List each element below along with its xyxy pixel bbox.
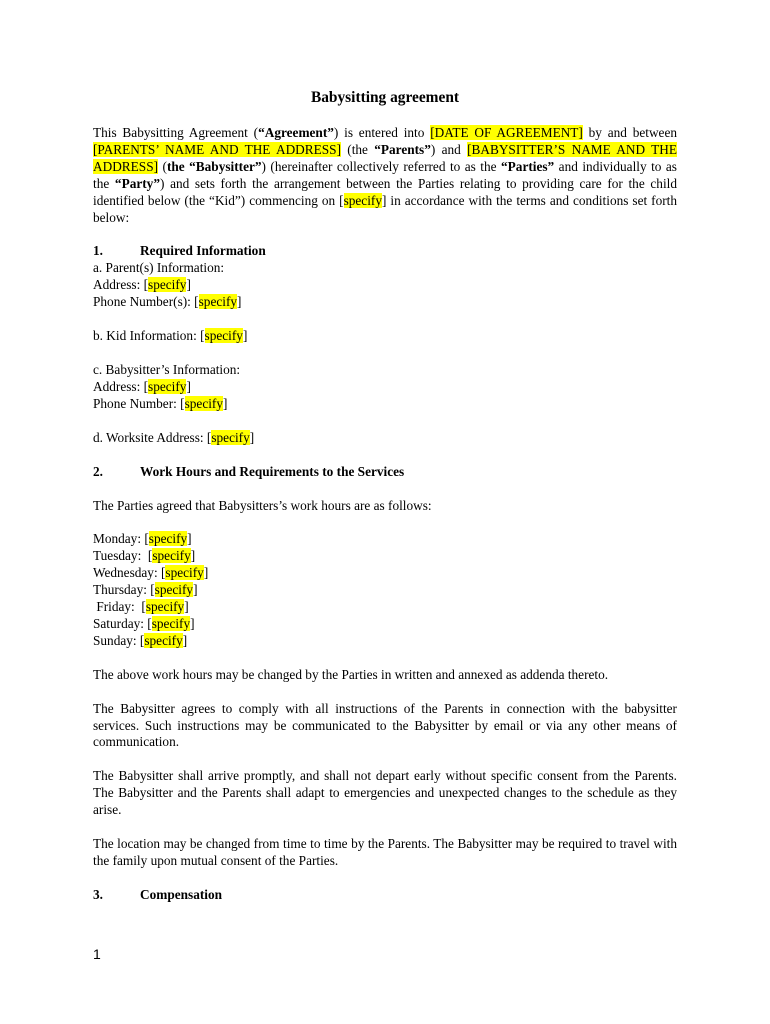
section-title: Compensation (140, 886, 223, 902)
intro-text: by and between (582, 125, 678, 140)
parties-term: “Parties” (501, 158, 555, 174)
bracket: ] (184, 599, 189, 615)
field-label: Address: [ (93, 378, 149, 394)
parents-placeholder[interactable]: [PARENTS’ NAME AND THE ADDRESS] (93, 141, 341, 157)
day-line (93, 633, 677, 650)
bracket: ] (237, 294, 242, 310)
section-number: 1. (93, 243, 103, 259)
section-number: 3. (93, 886, 103, 902)
bracket: ] (193, 582, 198, 598)
work-hours-intro: The Parties agreed that Babysitters’s work hours are as follows: (93, 497, 432, 513)
day-label: Wednesday: [ (93, 565, 166, 581)
day-label: Tuesday: [ (93, 548, 153, 564)
day-label: Thursday: [ (93, 582, 155, 598)
worksite-line (93, 430, 677, 447)
intro-text: ) and (430, 141, 468, 157)
intro-text: and individually to as the (93, 158, 677, 191)
bracket: ] (242, 328, 248, 344)
day-hours-placeholder[interactable]: specify (152, 548, 191, 564)
day-hours-placeholder[interactable]: specify (165, 565, 204, 581)
day-line (93, 531, 677, 548)
babysitter-phone-placeholder[interactable]: specify (184, 395, 223, 411)
field-label: b. Kid Information: [ (93, 328, 205, 344)
bracket: ] (203, 565, 209, 581)
day-label: Sunday: [ (93, 632, 145, 648)
babysitter-address-line (93, 379, 677, 396)
day-hours-placeholder[interactable]: specify (145, 599, 185, 615)
parent-phone-line (93, 294, 677, 311)
bracket: ] (249, 429, 255, 445)
section2-heading (93, 464, 677, 481)
babysitter-address-placeholder[interactable]: specify (148, 378, 187, 394)
babysitter-info-label: c. Babysitter’s Information: (93, 361, 241, 377)
parent-address-placeholder[interactable]: specify (148, 277, 187, 293)
kid-info-line (93, 328, 677, 345)
babysitter-term: the “Babysitter” (166, 158, 262, 174)
bracket: ] (190, 615, 195, 631)
day-label: Monday: [ (93, 531, 149, 547)
work-hours-list (93, 531, 677, 649)
intro-text: This Babysitting Agreement ( (93, 125, 259, 140)
day-line (93, 582, 677, 599)
field-label: Phone Number(s): [ (93, 294, 199, 310)
bracket: ] (223, 395, 228, 411)
day-hours-placeholder[interactable]: specify (148, 531, 188, 547)
parents-term: “Parents” (374, 141, 431, 157)
field-label: d. Worksite Address: [ (93, 429, 212, 445)
intro-text: (the (341, 141, 375, 157)
agreement-term: “Agreement” (258, 125, 334, 140)
intro-text: ) (hereinafter collectively referred to as the (261, 158, 502, 174)
day-label: Saturday: [ (93, 615, 152, 631)
kid-info-placeholder[interactable]: specify (204, 328, 243, 344)
section-number: 2. (93, 463, 103, 479)
document-body (93, 88, 677, 904)
field-label: Phone Number: [ (93, 395, 185, 411)
babysitter-phone-line (93, 396, 677, 413)
field-label: Address: [ (93, 277, 149, 293)
section-title: Work Hours and Requirements to the Services (140, 463, 405, 479)
parent-info-label: a. Parent(s) Information: (93, 260, 225, 276)
section1-heading (93, 243, 677, 260)
day-hours-placeholder[interactable]: specify (154, 582, 194, 598)
punctuality-paragraph: The Babysitter shall arrive promptly, and shall not depart early without specific consent from the Parents. The Babysitter and the Parents shall adapt to emergencies and unexpected changes to the schedule as they arise. (93, 768, 677, 818)
intro-text: ) and sets forth the arrangement between the Parties relating to providing care for the child identified below (the “Kid”) commencing on [ (93, 175, 677, 208)
parent-address-line (93, 277, 677, 294)
intro-text: ( (158, 158, 167, 174)
party-term: “Party” (114, 175, 160, 191)
page-number: 1 (93, 946, 101, 962)
intro-text: ] in accordance with the terms and conditions set forth below: (93, 192, 677, 225)
day-label: Friday: [ (93, 599, 146, 615)
day-line (93, 599, 677, 616)
bracket: ] (186, 378, 191, 394)
instructions-paragraph: The Babysitter agrees to comply with all instructions of the Parents in connection with the babysitter services. Such instructions may be communicated to the Babysitter by email or via any other means of communication. (93, 700, 677, 750)
bracket: ] (190, 548, 196, 564)
day-hours-placeholder[interactable]: specify (151, 615, 191, 631)
start-date-placeholder[interactable]: specify (343, 192, 382, 208)
work-hours-change-paragraph: The above work hours may be changed by the Parties in written and annexed as addenda thereto. (93, 666, 609, 682)
bracket: ] (182, 632, 188, 648)
section-title: Required Information (140, 243, 266, 259)
location-paragraph: The location may be changed from time to time by the Parents. The Babysitter may be required to travel with the family upon mutual consent of the Parties. (93, 836, 677, 868)
worksite-placeholder[interactable]: specify (211, 429, 250, 445)
intro-text: ) is entered into (333, 125, 431, 140)
babysitter-placeholder[interactable]: [BABYSITTER’S NAME AND THE ADDRESS] (93, 141, 677, 174)
bracket: ] (187, 531, 192, 547)
day-line (93, 548, 677, 565)
document-title: Babysitting agreement (310, 89, 460, 106)
day-hours-placeholder[interactable]: specify (144, 632, 183, 648)
section3-heading (93, 887, 677, 904)
parent-phone-placeholder[interactable]: specify (198, 294, 238, 310)
day-line (93, 616, 677, 633)
day-line (93, 565, 677, 582)
intro-paragraph (93, 125, 677, 226)
date-placeholder[interactable]: [DATE OF AGREEMENT] (430, 125, 583, 140)
bracket: ] (186, 277, 191, 293)
